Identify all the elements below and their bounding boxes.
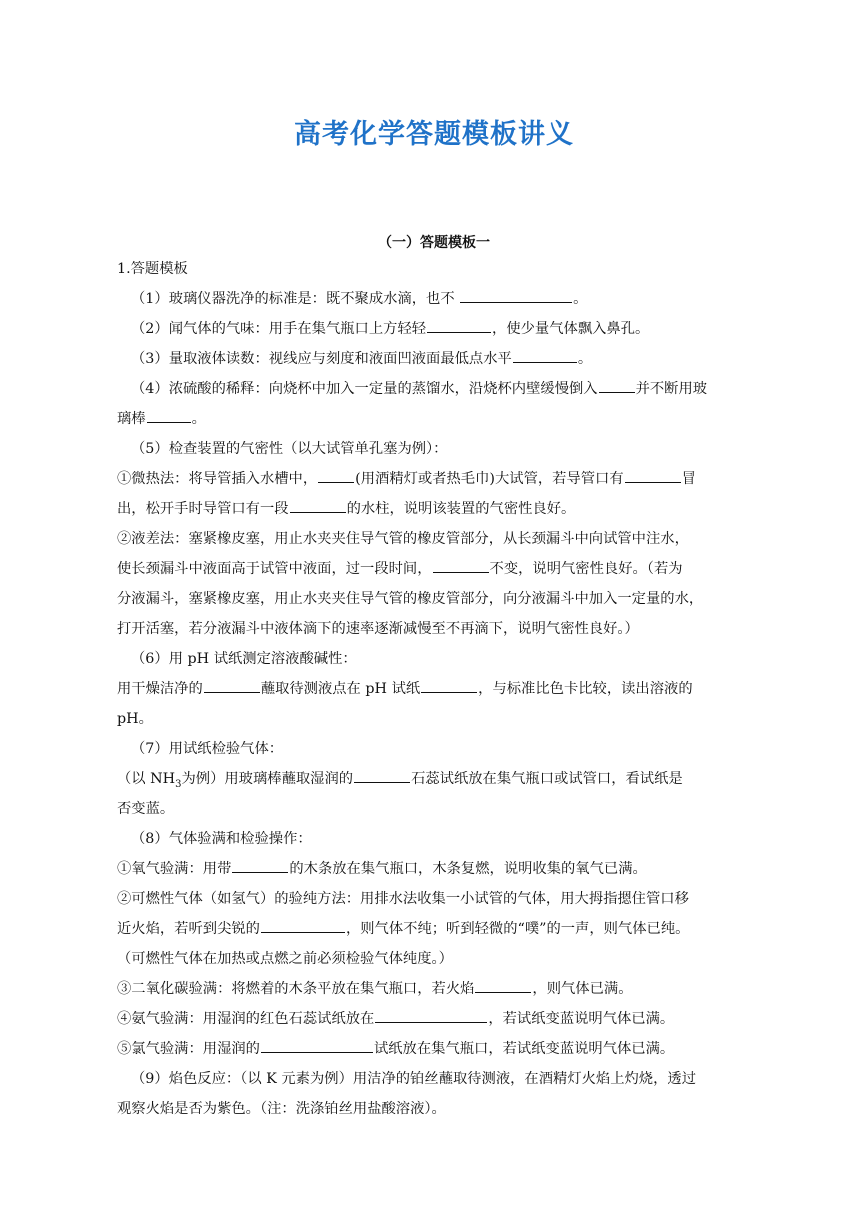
answer-blank (318, 466, 354, 483)
item-5-title: （5）检查装置的气密性（以大试管单孔塞为例）： (131, 441, 448, 457)
item-4-cont: 璃棒 。 (117, 404, 737, 434)
item-5b-line2: 使长颈漏斗中液面高于试管中液面，过一段时间， 不变，说明气密性良好。（若为 (117, 554, 737, 584)
item-5b-line3: 分液漏斗，塞紧橡皮塞，用止水夹夹住导气管的橡皮管部分，向分液漏斗中加入一定量的水， (117, 591, 704, 607)
item-8-title: （8）气体验满和检验操作： (131, 831, 312, 847)
item-7-title: （7）用试纸检验气体： (131, 741, 284, 757)
item-9-cont: 观察火焰是否为紫色。（注：洗涤铂丝用盐酸溶液）。 (117, 1101, 446, 1117)
answer-blank (421, 676, 477, 693)
item-3: （3）量取液体读数：视线应与刻度和液面凹液面最低点水平 。 (131, 344, 737, 374)
item-7-cont: 否变蓝。 (117, 801, 175, 817)
item-4: （4）浓硫酸的稀释：向烧杯中加入一定量的蒸馏水，沿烧杯内壁缓慢倒入 并不断用玻 (131, 374, 737, 404)
item-5b-line4: 打开活塞，若分液漏斗中液体滴下的速率逐渐减慢至不再滴下，说明气密性良好。） (117, 621, 639, 637)
answer-blank (232, 856, 288, 873)
item-5a: ①微热法：将导管插入水槽中， (用酒精灯或者热毛巾)大试管，若导管口有 冒 (117, 464, 737, 494)
item-9: （9）焰色反应：（以 K 元素为例）用洁净的铂丝蘸取待测液，在酒精灯火焰上灼烧，透过 (131, 1071, 696, 1087)
item-6-title: （6）用 pH 试纸测定溶液酸碱性： (131, 651, 357, 667)
item-8-ammonia: ④氨气验满：用湿润的红色石蕊试纸放在 ，若试纸变蓝说明气体已满。 (117, 1004, 737, 1034)
answer-blank (475, 976, 531, 993)
item-1: （1）玻璃仪器洗净的标准是：既不聚成水滴，也不 。 (131, 284, 737, 314)
item-6: 用干燥洁净的 蘸取待测液点在 pH 试纸 ，与标准比色卡比较，读出溶液的 (117, 674, 737, 704)
answer-blank (433, 556, 489, 573)
item-8-flammable: ②可燃性气体（如氢气）的验纯方法：用排水法收集一小试管的气体，用大拇指摁住管口移 (117, 891, 689, 907)
answer-blank (460, 286, 572, 303)
answer-blank (204, 676, 260, 693)
item-8-flammable-cont: 近火焰，若听到尖锐的 ，则气体不纯；听到轻微的“噗”的一声，则气体已纯。 (117, 914, 737, 944)
section-heading: （一）答题模板一 (378, 235, 490, 251)
answer-blank (290, 496, 346, 513)
answer-blank (261, 1036, 373, 1053)
answer-blank (513, 346, 577, 363)
item-5b: ②液差法：塞紧橡皮塞，用止水夹夹住导气管的橡皮管部分，从长颈漏斗中向试管中注水， (117, 531, 689, 547)
answer-blank (427, 316, 491, 333)
item-7: （以 $NH_3$为例）用玻璃棒蘸取湿润的 石蕊试纸放在集气瓶口或试管口，看试纸是 (117, 764, 737, 794)
document-title: 高考化学答题模板讲义 (294, 119, 574, 150)
answer-blank (375, 1006, 487, 1023)
answer-blank (261, 916, 345, 933)
item-6-cont: pH。 (117, 711, 153, 727)
answer-blank (625, 466, 681, 483)
item-8-note: （可燃性气体在加热或点燃之前必须检验气体纯度。） (117, 951, 453, 967)
answer-blank (147, 406, 191, 423)
item-8-oxygen: ①氧气验满：用带 的木条放在集气瓶口，木条复燃，说明收集的氧气已满。 (117, 854, 737, 884)
subheading: 1.答题模板 (117, 261, 188, 277)
answer-blank (354, 766, 410, 783)
item-2: （2）闻气体的气味：用手在集气瓶口上方轻轻 ，使少量气体飘入鼻孔。 (131, 314, 737, 344)
item-8-co2: ③二氧化碳验满：将燃着的木条平放在集气瓶口，若火焰 ，则气体已满。 (117, 974, 737, 1004)
item-5a-cont: 出，松开手时导管口有一段 的水柱，说明该装置的气密性良好。 (117, 494, 737, 524)
item-8-chlorine: ⑤氯气验满：用湿润的 试纸放在集气瓶口，若试纸变蓝说明气体已满。 (117, 1034, 737, 1064)
answer-blank (599, 376, 635, 393)
document-body (117, 254, 737, 1124)
